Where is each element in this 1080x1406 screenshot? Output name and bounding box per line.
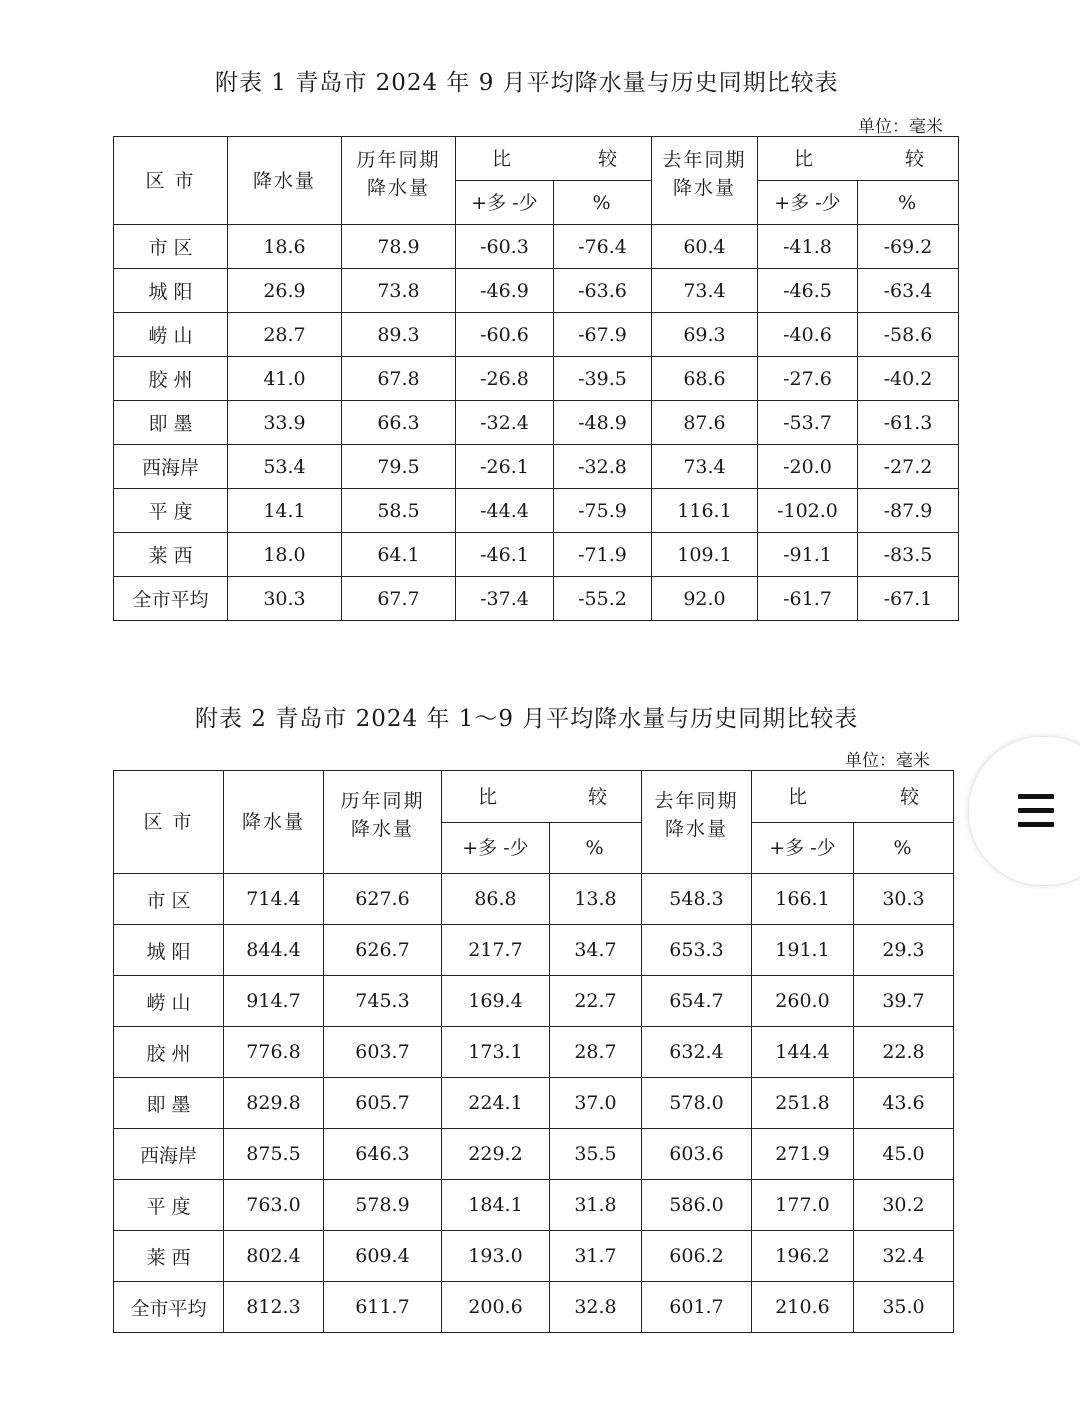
value-cell: 22.8	[854, 1027, 954, 1078]
value-cell: -87.9	[858, 489, 959, 533]
value-cell: -61.3	[858, 401, 959, 445]
value-cell: 611.7	[324, 1282, 442, 1333]
floating-menu-button[interactable]	[968, 736, 1080, 886]
value-cell: 89.3	[342, 313, 456, 357]
header-compare-a: 比	[478, 785, 498, 808]
value-cell: -27.6	[758, 357, 858, 401]
header-last-line1: 去年同期	[662, 148, 747, 171]
value-cell: 34.7	[550, 925, 642, 976]
value-cell: -91.1	[758, 533, 858, 577]
value-cell: 33.9	[228, 401, 342, 445]
value-cell: 829.8	[224, 1078, 324, 1129]
value-cell: 210.6	[752, 1282, 854, 1333]
district-name-cell: 即 墨	[114, 401, 228, 445]
value-cell: -83.5	[858, 533, 959, 577]
table-row	[114, 269, 959, 313]
value-cell: 654.7	[642, 976, 752, 1027]
value-cell: 603.7	[324, 1027, 442, 1078]
district-name-cell: 城 阳	[114, 269, 228, 313]
header-compare-b: 较	[597, 147, 617, 170]
district-name-cell: 西海岸	[114, 445, 228, 489]
header-precip: 降水量	[228, 137, 342, 225]
value-cell: 86.8	[442, 874, 550, 925]
value-cell: 200.6	[442, 1282, 550, 1333]
district-name-cell: 平 度	[114, 489, 228, 533]
table2	[113, 770, 954, 1333]
value-cell: 73.8	[342, 269, 456, 313]
value-cell: 578.9	[324, 1180, 442, 1231]
header-hist-line1: 历年同期	[356, 148, 441, 171]
value-cell: 18.0	[228, 533, 342, 577]
header-last-precip	[652, 137, 758, 225]
value-cell: 30.2	[854, 1180, 954, 1231]
value-cell: 173.1	[442, 1027, 550, 1078]
header-last-line2: 降水量	[664, 818, 728, 840]
value-cell: -71.9	[554, 533, 652, 577]
value-cell: 745.3	[324, 976, 442, 1027]
value-cell: 144.4	[752, 1027, 854, 1078]
value-cell: 586.0	[642, 1180, 752, 1231]
value-cell: 191.1	[752, 925, 854, 976]
header-district: 区 市	[114, 771, 224, 874]
district-name-cell: 全市平均	[114, 1282, 224, 1333]
value-cell: 627.6	[324, 874, 442, 925]
value-cell: 60.4	[652, 225, 758, 269]
table-row	[114, 489, 959, 533]
value-cell: -26.1	[456, 445, 554, 489]
header-district: 区 市	[114, 137, 228, 225]
value-cell: 14.1	[228, 489, 342, 533]
header-pct: %	[858, 181, 959, 225]
value-cell: 601.7	[642, 1282, 752, 1333]
value-cell: -46.9	[456, 269, 554, 313]
value-cell: 184.1	[442, 1180, 550, 1231]
header-compare-a: 比	[794, 147, 814, 170]
value-cell: 41.0	[228, 357, 342, 401]
header-compare-b: 较	[587, 785, 607, 808]
value-cell: -67.1	[858, 577, 959, 621]
header-diff: +多 -少	[758, 181, 858, 225]
table-row	[114, 925, 954, 976]
table2-unit: 单位：毫米	[845, 751, 930, 771]
value-cell: -67.9	[554, 313, 652, 357]
value-cell: -69.2	[858, 225, 959, 269]
value-cell: 13.8	[550, 874, 642, 925]
header-hist-line2: 降水量	[366, 176, 430, 199]
district-name-cell: 西海岸	[114, 1129, 224, 1180]
district-name-cell: 全市平均	[114, 577, 228, 621]
table-row	[114, 357, 959, 401]
value-cell: -48.9	[554, 401, 652, 445]
value-cell: 606.2	[642, 1231, 752, 1282]
header-compare-hist	[442, 771, 642, 823]
value-cell: 875.5	[224, 1129, 324, 1180]
table-row	[114, 874, 954, 925]
value-cell: 812.3	[224, 1282, 324, 1333]
header-compare-b: 较	[904, 147, 924, 170]
value-cell: -44.4	[456, 489, 554, 533]
table-row	[114, 976, 954, 1027]
header-diff: +多 -少	[456, 181, 554, 225]
value-cell: 31.7	[550, 1231, 642, 1282]
header-compare-a: 比	[492, 147, 512, 170]
value-cell: 271.9	[752, 1129, 854, 1180]
value-cell: 578.0	[642, 1078, 752, 1129]
value-cell: -76.4	[554, 225, 652, 269]
table1	[113, 136, 959, 621]
value-cell: 78.9	[342, 225, 456, 269]
value-cell: -32.8	[554, 445, 652, 489]
table2-body	[114, 874, 954, 1333]
table-row	[114, 1078, 954, 1129]
value-cell: 217.7	[442, 925, 550, 976]
value-cell: -58.6	[858, 313, 959, 357]
value-cell: -53.7	[758, 401, 858, 445]
district-name-cell: 崂 山	[114, 976, 224, 1027]
header-pct: %	[554, 181, 652, 225]
value-cell: 87.6	[652, 401, 758, 445]
value-cell: -41.8	[758, 225, 858, 269]
district-name-cell: 平 度	[114, 1180, 224, 1231]
value-cell: -61.7	[758, 577, 858, 621]
table1-body	[114, 225, 959, 621]
header-precip: 降水量	[224, 771, 324, 874]
value-cell: 68.6	[652, 357, 758, 401]
header-compare-a: 比	[788, 785, 808, 808]
value-cell: -37.4	[456, 577, 554, 621]
value-cell: 29.3	[854, 925, 954, 976]
value-cell: -27.2	[858, 445, 959, 489]
value-cell: -26.8	[456, 357, 554, 401]
value-cell: 229.2	[442, 1129, 550, 1180]
table-row	[114, 401, 959, 445]
table-row	[114, 1129, 954, 1180]
district-name-cell: 莱 西	[114, 533, 228, 577]
value-cell: 18.6	[228, 225, 342, 269]
value-cell: 166.1	[752, 874, 854, 925]
value-cell: 53.4	[228, 445, 342, 489]
table-row	[114, 1180, 954, 1231]
header-diff: +多 -少	[442, 823, 550, 874]
value-cell: -46.1	[456, 533, 554, 577]
district-name-cell: 市 区	[114, 874, 224, 925]
value-cell: 603.6	[642, 1129, 752, 1180]
value-cell: -20.0	[758, 445, 858, 489]
value-cell: -63.6	[554, 269, 652, 313]
value-cell: 73.4	[652, 269, 758, 313]
value-cell: 196.2	[752, 1231, 854, 1282]
value-cell: 28.7	[550, 1027, 642, 1078]
value-cell: 73.4	[652, 445, 758, 489]
district-name-cell: 即 墨	[114, 1078, 224, 1129]
value-cell: 79.5	[342, 445, 456, 489]
value-cell: 548.3	[642, 874, 752, 925]
value-cell: 35.5	[550, 1129, 642, 1180]
district-name-cell: 城 阳	[114, 925, 224, 976]
table1-title: 附表 1 青岛市 2024 年 9 月平均降水量与历史同期比较表	[215, 70, 839, 96]
value-cell: -39.5	[554, 357, 652, 401]
value-cell: 653.3	[642, 925, 752, 976]
value-cell: 260.0	[752, 976, 854, 1027]
value-cell: 609.4	[324, 1231, 442, 1282]
value-cell: 69.3	[652, 313, 758, 357]
value-cell: -63.4	[858, 269, 959, 313]
value-cell: 626.7	[324, 925, 442, 976]
value-cell: 30.3	[854, 874, 954, 925]
value-cell: -55.2	[554, 577, 652, 621]
value-cell: 177.0	[752, 1180, 854, 1231]
value-cell: 39.7	[854, 976, 954, 1027]
header-diff: +多 -少	[752, 823, 854, 874]
value-cell: -40.6	[758, 313, 858, 357]
table2-title: 附表 2 青岛市 2024 年 1～9 月平均降水量与历史同期比较表	[195, 706, 859, 732]
value-cell: -40.2	[858, 357, 959, 401]
value-cell: 109.1	[652, 533, 758, 577]
value-cell: 22.7	[550, 976, 642, 1027]
value-cell: 64.1	[342, 533, 456, 577]
value-cell: -75.9	[554, 489, 652, 533]
value-cell: 31.8	[550, 1180, 642, 1231]
value-cell: 66.3	[342, 401, 456, 445]
value-cell: 67.8	[342, 357, 456, 401]
value-cell: 802.4	[224, 1231, 324, 1282]
table-row	[114, 1231, 954, 1282]
value-cell: 35.0	[854, 1282, 954, 1333]
table-row	[114, 225, 959, 269]
header-hist-precip	[342, 137, 456, 225]
table-row	[114, 313, 959, 357]
header-hist-precip	[324, 771, 442, 874]
district-name-cell: 莱 西	[114, 1231, 224, 1282]
header-last-precip	[642, 771, 752, 874]
value-cell: 28.7	[228, 313, 342, 357]
value-cell: 92.0	[652, 577, 758, 621]
value-cell: 45.0	[854, 1129, 954, 1180]
value-cell: -60.6	[456, 313, 554, 357]
value-cell: -102.0	[758, 489, 858, 533]
value-cell: 914.7	[224, 976, 324, 1027]
header-last-line1: 去年同期	[654, 790, 739, 812]
table-row	[114, 577, 959, 621]
table-row	[114, 533, 959, 577]
header-compare-hist	[456, 137, 652, 181]
table-row	[114, 1282, 954, 1333]
value-cell: 632.4	[642, 1027, 752, 1078]
value-cell: 169.4	[442, 976, 550, 1027]
district-name-cell: 胶 州	[114, 357, 228, 401]
value-cell: 32.4	[854, 1231, 954, 1282]
value-cell: 37.0	[550, 1078, 642, 1129]
value-cell: 26.9	[228, 269, 342, 313]
hamburger-menu-icon	[1018, 794, 1054, 828]
value-cell: 58.5	[342, 489, 456, 533]
header-compare-last	[752, 771, 954, 823]
value-cell: 67.7	[342, 577, 456, 621]
district-name-cell: 市 区	[114, 225, 228, 269]
table-row	[114, 445, 959, 489]
header-pct: %	[550, 823, 642, 874]
value-cell: 605.7	[324, 1078, 442, 1129]
value-cell: -32.4	[456, 401, 554, 445]
value-cell: 646.3	[324, 1129, 442, 1180]
value-cell: 776.8	[224, 1027, 324, 1078]
header-hist-line1: 历年同期	[340, 790, 425, 812]
value-cell: 251.8	[752, 1078, 854, 1129]
district-name-cell: 崂 山	[114, 313, 228, 357]
value-cell: 763.0	[224, 1180, 324, 1231]
header-pct: %	[854, 823, 954, 874]
value-cell: 30.3	[228, 577, 342, 621]
value-cell: 224.1	[442, 1078, 550, 1129]
value-cell: 43.6	[854, 1078, 954, 1129]
value-cell: 714.4	[224, 874, 324, 925]
header-compare-b: 较	[899, 785, 919, 808]
value-cell: -60.3	[456, 225, 554, 269]
table-row	[114, 1027, 954, 1078]
table1-unit: 单位：毫米	[858, 117, 943, 137]
value-cell: 116.1	[652, 489, 758, 533]
value-cell: 844.4	[224, 925, 324, 976]
value-cell: 32.8	[550, 1282, 642, 1333]
district-name-cell: 胶 州	[114, 1027, 224, 1078]
header-last-line2: 降水量	[672, 176, 736, 199]
header-compare-last	[758, 137, 959, 181]
value-cell: -46.5	[758, 269, 858, 313]
value-cell: 193.0	[442, 1231, 550, 1282]
header-hist-line2: 降水量	[350, 818, 414, 840]
